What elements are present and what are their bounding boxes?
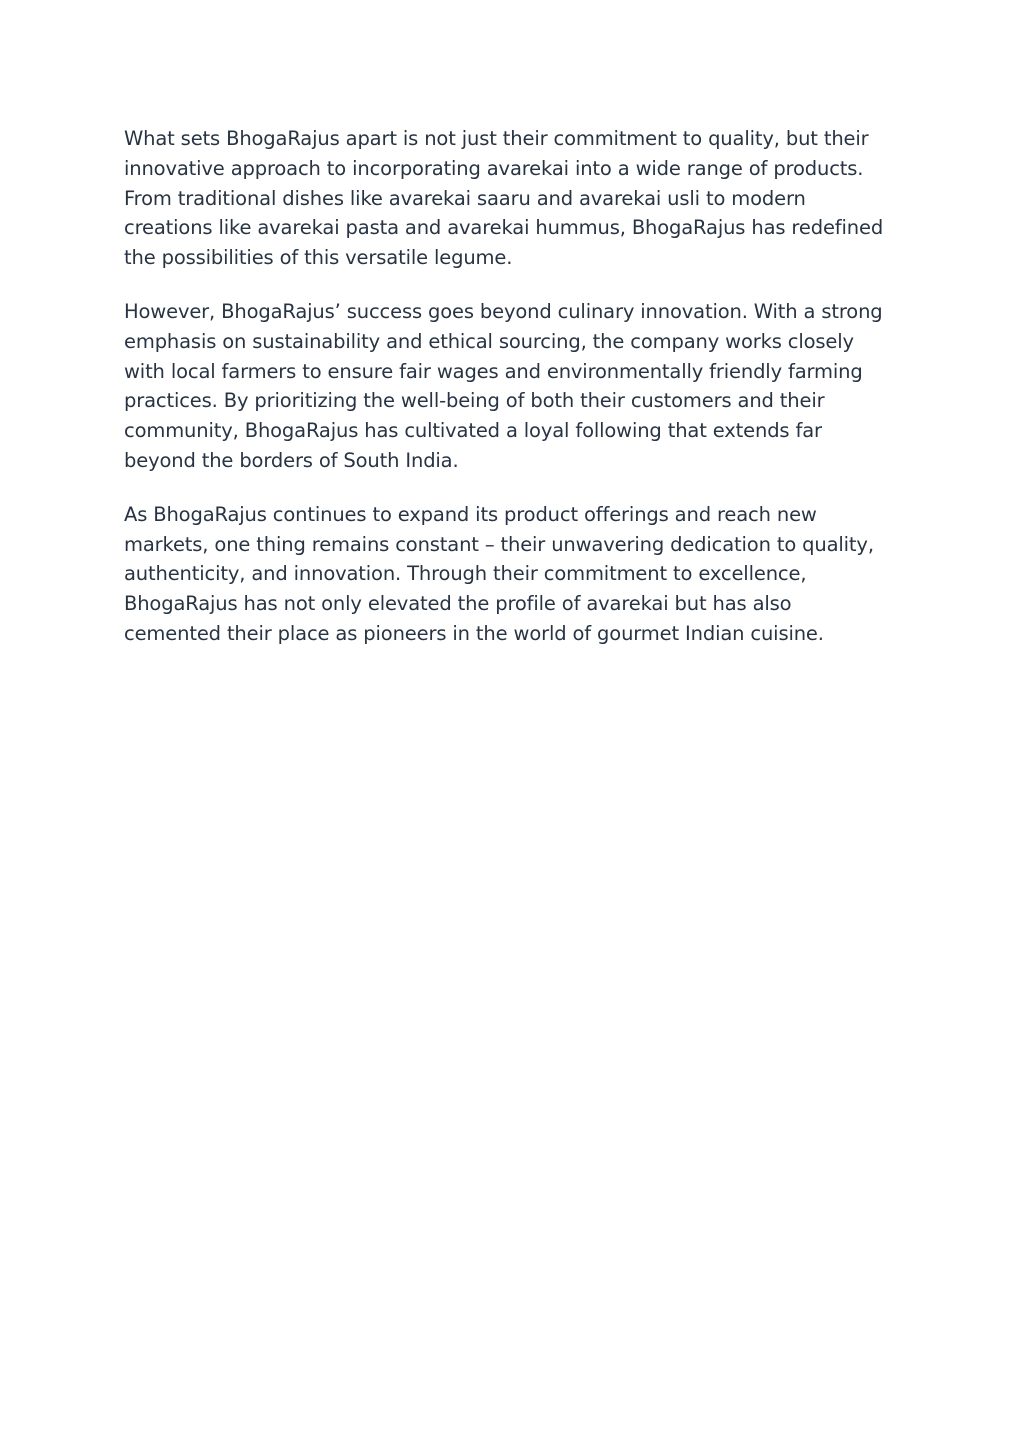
text-line: emphasis on sustainability and ethical sourcing, the company works closely [124,329,854,353]
paragraph-quality-innovation [124,124,902,273]
text-line: As BhogaRajus continues to expand its product offerings and reach new [124,502,817,526]
text-line: What sets BhogaRajus apart is not just their commitment to quality, but their [124,127,869,150]
text-line: practices. By prioritizing the well-being of both their customers and their [124,389,825,413]
text-line: creations like avarekai pasta and avarekai hummus, BhogaRajus has redefined [124,216,884,240]
text-line: authenticity, and innovation. Through their commitment to excellence, [124,562,807,586]
text-line: innovative approach to incorporating avarekai into a wide range of products. [124,156,864,180]
text-line: community, BhogaRajus has cultivated a loyal following that extends far [124,419,822,443]
paragraph-expansion [124,500,902,649]
paragraph-sustainability [124,297,902,476]
text-line: cemented their place as pioneers in the world of gourmet Indian cuisine. [124,621,824,645]
text-line: beyond the borders of South India. [124,448,459,472]
text-line: with local farmers to ensure fair wages and environmentally friendly farming [124,359,863,383]
text-line: From traditional dishes like avarekai saaru and avarekai usli to modern [124,186,806,210]
text-line: markets, one thing remains constant – their unwavering dedication to quality, [124,532,874,556]
text-line: the possibilities of this versatile legume. [124,246,513,270]
text-line: BhogaRajus has not only elevated the profile of avarekai but has also [124,592,792,616]
document-body [124,124,902,673]
text-line: However, BhogaRajus’ success goes beyond culinary innovation. With a strong [124,299,883,323]
